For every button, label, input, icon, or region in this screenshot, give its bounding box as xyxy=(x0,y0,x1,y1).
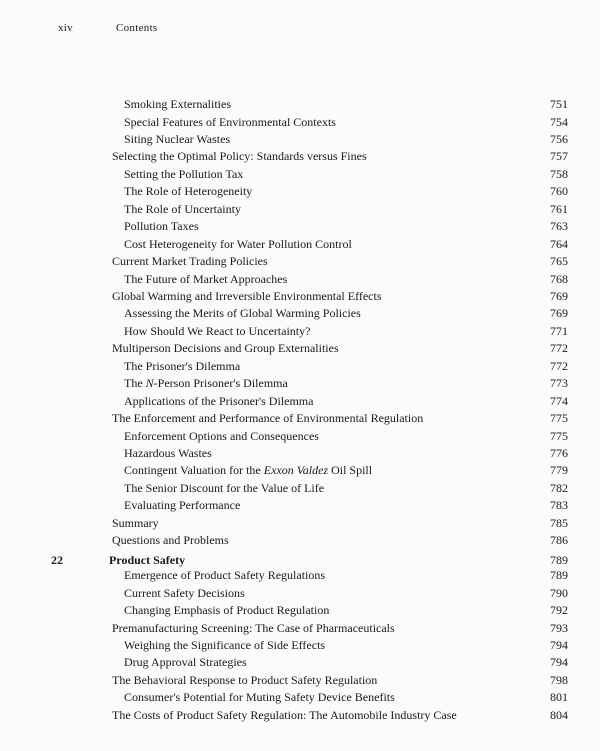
toc-entry xyxy=(0,375,600,392)
entry-page-number: 761 xyxy=(550,201,568,216)
entry-title: Pollution Taxes xyxy=(124,219,199,234)
toc-entry xyxy=(0,620,600,637)
toc-entry xyxy=(0,445,600,462)
entry-title: Special Features of Environmental Contexts xyxy=(124,114,336,129)
toc-entry xyxy=(0,532,600,549)
entry-title: Siting Nuclear Wastes xyxy=(124,131,231,146)
toc-entry xyxy=(0,654,600,671)
entry-page-number: 771 xyxy=(550,323,568,338)
entry-title: Changing Emphasis of Product Regulation xyxy=(124,603,330,617)
entry-title: Smoking Externalities xyxy=(124,97,231,111)
entry-page-number: 758 xyxy=(550,166,568,181)
entry-title: The Future of Market Approaches xyxy=(124,271,288,286)
toc-entry xyxy=(0,253,600,270)
entry-title: The Role of Heterogeneity xyxy=(124,184,253,199)
entry-page-number: 792 xyxy=(550,603,568,617)
entry-page-number: 772 xyxy=(550,358,568,373)
toc-entry xyxy=(0,637,600,654)
toc-entry xyxy=(0,340,600,357)
entry-title: The Costs of Product Safety Regulation: The Automobile Industry Case xyxy=(112,707,457,722)
running-head xyxy=(58,22,570,34)
entry-title: Selecting the Optimal Policy: Standards versus Fines xyxy=(112,149,367,164)
entry-title: The Prisoner's Dilemma xyxy=(124,358,241,373)
toc-entry xyxy=(0,567,600,584)
entry-page-number: 763 xyxy=(550,219,568,234)
entry-title: Drug Approval Strategies xyxy=(124,655,247,670)
entry-title: Product Safety xyxy=(109,552,186,567)
entry-page-number: 776 xyxy=(550,446,568,460)
toc-entry xyxy=(0,428,600,445)
entry-page-number: 754 xyxy=(550,114,568,129)
entry-page-number: 789 xyxy=(550,552,568,567)
entry-page-number: 801 xyxy=(550,690,568,705)
toc-entry xyxy=(0,410,600,427)
entry-title: The Senior Discount for the Value of Life xyxy=(124,480,325,495)
entry-title: Hazardous Wastes xyxy=(124,446,212,460)
toc-entry xyxy=(0,114,600,131)
entry-title xyxy=(124,462,372,479)
entry-page-number: 793 xyxy=(550,620,568,635)
entry-title: Multiperson Decisions and Group Externalities xyxy=(112,341,339,356)
entry-page-number: 769 xyxy=(550,306,568,321)
entry-title: Evaluating Performance xyxy=(124,498,241,513)
entry-page-number: 785 xyxy=(550,515,568,530)
entry-title-part: -Person Prisoner's Dilemma xyxy=(153,376,288,391)
entry-page-number: 775 xyxy=(550,428,568,443)
chapter-number: 22 xyxy=(51,552,63,567)
entry-page-number: 769 xyxy=(550,288,568,303)
entry-title: Cost Heterogeneity for Water Pollution Control xyxy=(124,236,352,251)
toc-entry xyxy=(0,707,600,724)
entry-title: The Enforcement and Performance of Environmental Regulation xyxy=(112,411,424,426)
entry-page-number: 798 xyxy=(550,672,568,687)
entry-page-number: 790 xyxy=(550,585,568,600)
entry-title: Weighing the Significance of Side Effects xyxy=(124,637,326,652)
entry-title-part: The xyxy=(124,376,146,391)
entry-page-number: 782 xyxy=(550,480,568,495)
entry-page-number: 775 xyxy=(550,411,568,426)
entry-title: Premanufacturing Screening: The Case of Pharmaceuticals xyxy=(112,620,395,635)
toc-entry xyxy=(0,166,600,183)
toc-entry xyxy=(0,462,600,479)
entry-title-part: Contingent Valuation for the xyxy=(124,463,264,478)
entry-title: Global Warming and Irreversible Environmental Effects xyxy=(112,288,382,303)
toc-entry xyxy=(0,96,600,113)
entry-page-number: 774 xyxy=(550,393,568,408)
entry-title xyxy=(124,375,288,392)
toc-entry xyxy=(0,358,600,375)
entry-page-number: 773 xyxy=(550,376,568,391)
entry-page-number: 764 xyxy=(550,236,568,251)
entry-title-italic: N xyxy=(145,376,154,391)
toc-entry xyxy=(0,689,600,706)
entry-page-number: 789 xyxy=(550,568,568,583)
entry-page-number: 756 xyxy=(550,131,568,146)
toc-entry xyxy=(0,131,600,148)
entry-page-number: 786 xyxy=(550,533,568,548)
entry-title: Enforcement Options and Consequences xyxy=(124,428,319,443)
entry-title: Current Safety Decisions xyxy=(124,585,245,600)
entry-title: Emergence of Product Safety Regulations xyxy=(124,568,326,583)
entry-title: Consumer's Potential for Muting Safety Device Benefits xyxy=(124,690,395,705)
toc-entry xyxy=(0,236,600,253)
entry-page-number: 779 xyxy=(550,463,568,478)
toc-entry xyxy=(0,497,600,514)
toc-entry xyxy=(0,480,600,497)
toc-entry xyxy=(0,305,600,322)
entry-title: How Should We React to Uncertainty? xyxy=(124,323,311,338)
entry-title: Setting the Pollution Tax xyxy=(124,166,244,181)
entry-page-number: 794 xyxy=(550,655,568,670)
toc-entry xyxy=(0,672,600,689)
toc-entry xyxy=(0,183,600,200)
toc-entry xyxy=(0,515,600,532)
page-folio: xiv xyxy=(58,22,73,34)
entry-title: Applications of the Prisoner's Dilemma xyxy=(124,393,314,408)
entry-page-number: 783 xyxy=(550,498,568,513)
entry-title: Summary xyxy=(112,515,159,530)
toc-entry xyxy=(0,585,600,602)
toc-entry xyxy=(0,271,600,288)
toc-entry xyxy=(0,602,600,619)
entry-page-number: 794 xyxy=(550,637,568,652)
entry-title: Current Market Trading Policies xyxy=(112,254,268,268)
entry-title-italic: Exxon Valdez xyxy=(263,463,329,478)
entry-title-part: Oil Spill xyxy=(328,463,373,478)
toc-entry xyxy=(0,393,600,410)
entry-page-number: 757 xyxy=(550,149,568,164)
entry-title: The Behavioral Response to Product Safety Regulation xyxy=(112,672,378,687)
toc-entry xyxy=(0,323,600,340)
toc-entry xyxy=(0,148,600,165)
entry-title: Assessing the Merits of Global Warming Policies xyxy=(124,306,361,321)
toc-entry xyxy=(0,201,600,218)
entry-page-number: 768 xyxy=(550,271,568,286)
toc-entry xyxy=(0,218,600,235)
entry-title: Questions and Problems xyxy=(112,533,229,548)
entry-page-number: 765 xyxy=(550,254,568,268)
running-title: Contents xyxy=(116,22,158,34)
entry-page-number: 772 xyxy=(550,341,568,356)
toc-entry xyxy=(0,288,600,305)
entry-page-number: 751 xyxy=(550,97,568,111)
entry-page-number: 760 xyxy=(550,184,568,199)
entry-title: The Role of Uncertainty xyxy=(124,201,241,216)
entry-page-number: 804 xyxy=(550,707,568,722)
